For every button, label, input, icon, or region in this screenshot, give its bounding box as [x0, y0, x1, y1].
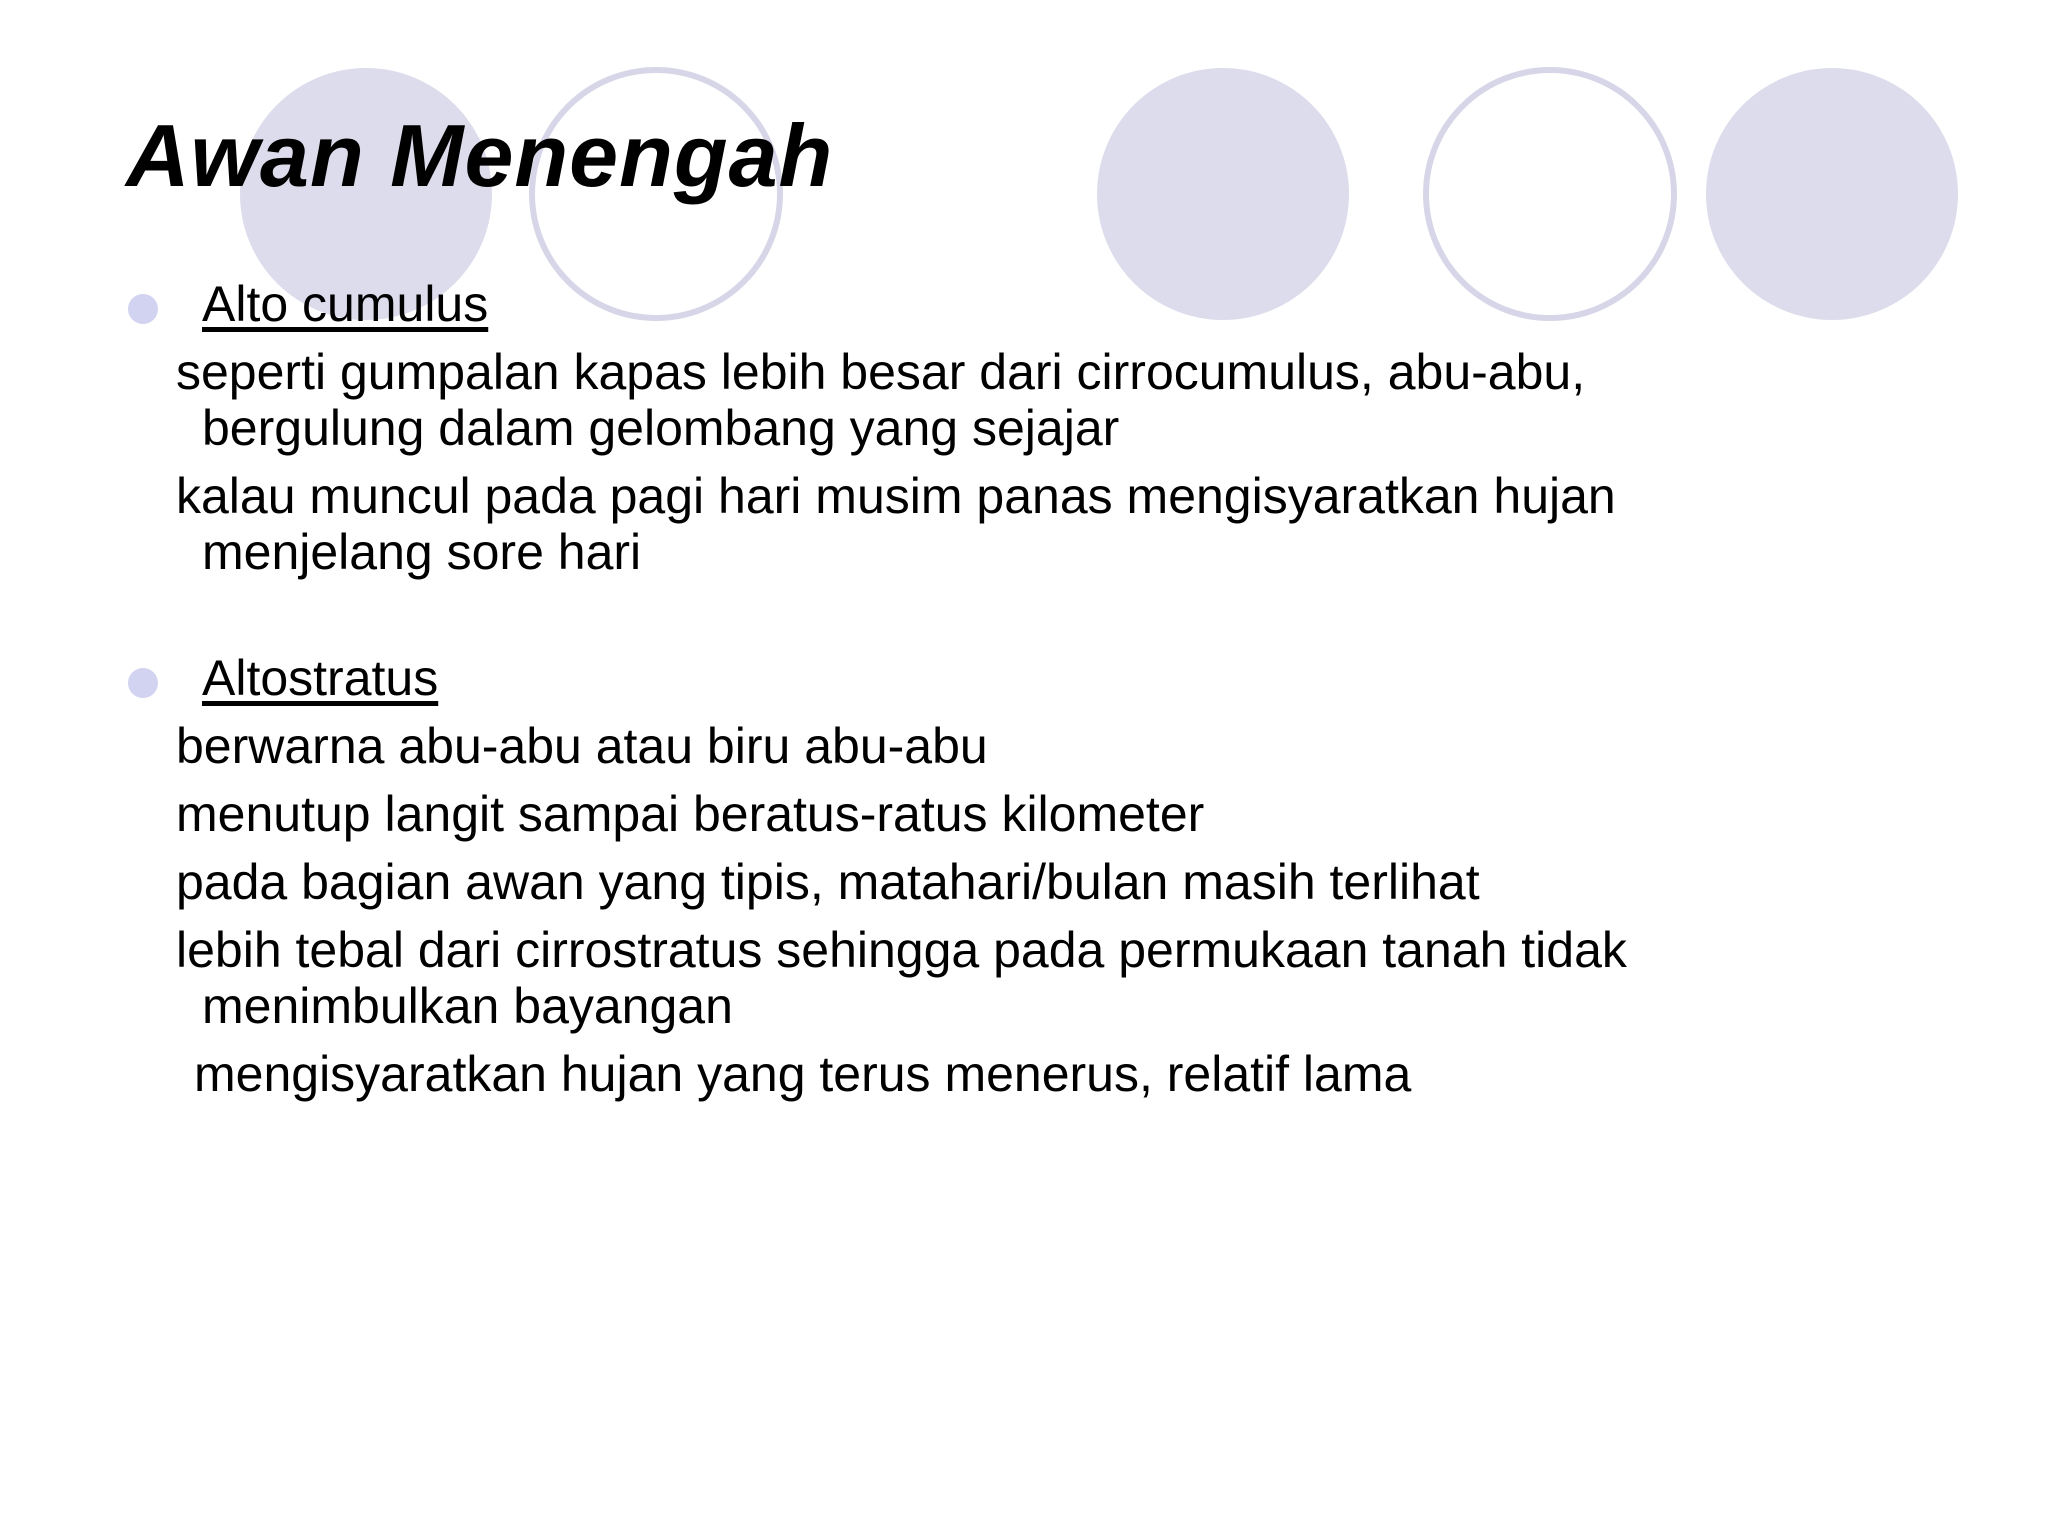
- section-heading: Altostratus: [202, 650, 439, 706]
- description-line: kalau muncul pada pagi hari musim panas mengisyaratkan hujan menjelang sore hari: [176, 468, 1616, 580]
- section-heading: Alto cumulus: [202, 276, 489, 332]
- description-line: seperti gumpalan kapas lebih besar dari cirrocumulus, abu-abu, bergulung dalam gelombang yang sejajar: [176, 344, 1586, 456]
- description-line: mengisyaratkan hujan yang terus menerus, relatif lama: [194, 1046, 1412, 1102]
- bullet-section-altostratus: [0, 650, 2048, 1102]
- slide-content: [0, 276, 2048, 1102]
- bullet-dot-icon: [128, 294, 158, 324]
- description-line: berwarna abu-abu atau biru abu-abu: [176, 718, 988, 774]
- description-line: menutup langit sampai beratus-ratus kilometer: [176, 786, 1205, 842]
- bullet-dot-icon: [128, 668, 158, 698]
- description-line: lebih tebal dari cirrostratus sehingga pada permukaan tanah tidak menimbulkan bayangan: [176, 922, 1627, 1034]
- description-line: pada bagian awan yang tipis, matahari/bulan masih terlihat: [176, 854, 1480, 910]
- bullet-section-alto-cumulus: [0, 276, 2048, 580]
- slide-title: Awan Menengah: [126, 106, 834, 205]
